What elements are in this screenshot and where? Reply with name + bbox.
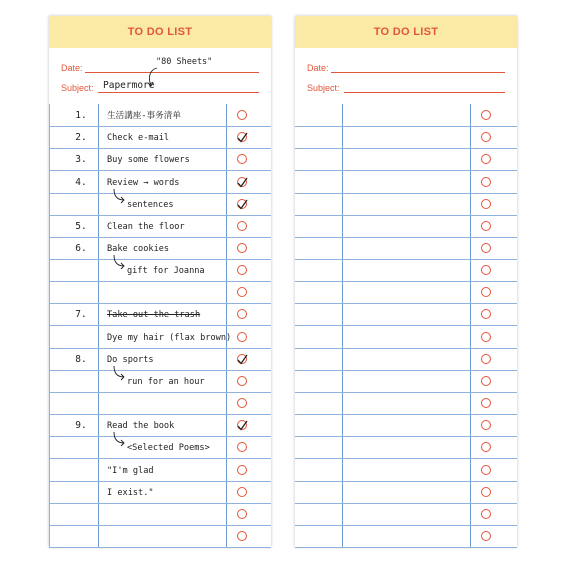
checkbox-circle-icon[interactable] [481, 177, 491, 187]
checkbox-circle-icon[interactable] [481, 509, 491, 519]
todo-sheet-blank [295, 16, 517, 547]
checkbox-circle-icon[interactable] [481, 199, 491, 209]
date-label: Date: [61, 63, 83, 73]
todo-sheet-filled [49, 16, 271, 547]
task-text[interactable]: Review → words [107, 177, 180, 188]
checkbox-circle-icon[interactable] [481, 420, 491, 430]
task-text[interactable]: gift for Joanna [127, 266, 205, 277]
table-row[interactable] [295, 104, 517, 127]
date-label: Date: [307, 63, 329, 73]
table-row[interactable] [295, 348, 517, 371]
checkbox-circle-icon[interactable] [481, 110, 491, 120]
checkbox-circle-icon[interactable] [481, 221, 491, 231]
table-row[interactable] [49, 259, 271, 282]
checkbox-circle-icon[interactable] [237, 442, 247, 452]
table-row[interactable] [295, 281, 517, 304]
table-row[interactable] [295, 370, 517, 393]
checkbox-circle-icon[interactable] [481, 487, 491, 497]
checkbox-circle-icon[interactable] [481, 154, 491, 164]
checkmark-icon [236, 177, 248, 189]
table-row[interactable] [295, 126, 517, 149]
checkbox-circle-icon[interactable] [237, 265, 247, 275]
checkbox-circle-icon[interactable] [237, 309, 247, 319]
checkbox-circle-icon[interactable] [481, 442, 491, 452]
task-number: 2. [75, 132, 87, 144]
task-number: 5. [75, 220, 87, 232]
task-text[interactable]: Do sports [107, 354, 154, 365]
checkmark-icon [236, 420, 248, 432]
continuation-arrow-icon [111, 188, 127, 204]
table-row[interactable] [295, 436, 517, 459]
task-grid [295, 104, 517, 547]
task-text[interactable]: I exist." [107, 487, 154, 498]
task-text[interactable]: <Selected Poems> [127, 443, 210, 454]
task-number: 1. [75, 110, 87, 122]
subject-line [344, 92, 505, 93]
table-row[interactable] [295, 303, 517, 326]
table-row[interactable] [295, 259, 517, 282]
table-row[interactable] [49, 126, 271, 149]
checkbox-circle-icon[interactable] [481, 354, 491, 364]
checkmark-icon [236, 354, 248, 366]
checkbox-circle-icon[interactable] [481, 531, 491, 541]
task-number: 4. [75, 176, 87, 188]
table-row[interactable] [295, 525, 517, 548]
checkbox-circle-icon[interactable] [481, 287, 491, 297]
continuation-arrow-icon [111, 431, 127, 447]
checkbox-circle-icon[interactable] [481, 243, 491, 253]
date-field[interactable] [307, 61, 505, 75]
table-row[interactable] [49, 281, 271, 304]
checkmark-icon [236, 132, 248, 144]
checkbox-circle-icon[interactable] [481, 132, 491, 142]
checkbox-circle-icon[interactable] [237, 332, 247, 342]
table-row[interactable] [49, 414, 271, 437]
task-number: 6. [75, 243, 87, 255]
task-text[interactable]: 生活講座-事务清单 [107, 111, 181, 122]
task-text[interactable]: Read the book [107, 421, 175, 432]
table-row[interactable] [49, 215, 271, 238]
table-row[interactable] [49, 436, 271, 459]
task-number: 9. [75, 420, 87, 432]
table-row[interactable] [295, 414, 517, 437]
table-row[interactable] [295, 503, 517, 526]
checkbox-circle-icon[interactable] [481, 309, 491, 319]
date-line [331, 72, 505, 73]
task-text[interactable]: Buy some flowers [107, 155, 190, 166]
table-row[interactable] [49, 525, 271, 548]
checkbox-circle-icon[interactable] [481, 376, 491, 386]
task-text[interactable]: run for an hour [127, 376, 205, 387]
table-row[interactable] [49, 170, 271, 193]
checkbox-circle-icon[interactable] [237, 221, 247, 231]
table-row[interactable] [295, 170, 517, 193]
date-line [85, 72, 259, 73]
checkbox-circle-icon[interactable] [237, 154, 247, 164]
checkbox-circle-icon[interactable] [237, 531, 247, 541]
task-text[interactable]: "I'm glad [107, 465, 154, 476]
checkbox-circle-icon[interactable] [237, 487, 247, 497]
task-text[interactable]: Bake cookies [107, 244, 170, 255]
subject-field[interactable] [61, 81, 259, 95]
subject-field[interactable] [307, 81, 505, 95]
table-row[interactable] [49, 503, 271, 526]
table-row[interactable] [295, 215, 517, 238]
task-text[interactable]: sentences [127, 199, 174, 210]
table-row[interactable] [49, 303, 271, 326]
sheet-title: TO DO LIST [295, 16, 517, 48]
table-row[interactable] [49, 104, 271, 127]
subject-line [98, 92, 259, 93]
table-row[interactable] [49, 481, 271, 504]
subject-label: Subject: [61, 83, 94, 93]
table-row[interactable] [295, 193, 517, 216]
table-row[interactable] [49, 148, 271, 171]
checkmark-icon [236, 199, 248, 211]
table-row[interactable] [295, 481, 517, 504]
task-text[interactable]: Dye my hair (flax brown) [107, 332, 232, 343]
checkbox-circle-icon[interactable] [237, 110, 247, 120]
table-row[interactable] [49, 370, 271, 393]
subject-label: Subject: [307, 83, 340, 93]
checkbox-circle-icon[interactable] [481, 398, 491, 408]
task-number: 8. [75, 353, 87, 365]
table-row[interactable] [295, 392, 517, 415]
checkbox-circle-icon[interactable] [481, 465, 491, 475]
task-text[interactable]: Clean the floor [107, 221, 185, 232]
table-row[interactable] [295, 458, 517, 481]
subject-value: Papermore [103, 80, 155, 91]
checkbox-circle-icon[interactable] [481, 265, 491, 275]
checkbox-circle-icon[interactable] [481, 332, 491, 342]
table-row[interactable] [49, 392, 271, 415]
task-grid [49, 104, 271, 547]
checkbox-circle-icon[interactable] [237, 243, 247, 253]
checkbox-circle-icon[interactable] [237, 376, 247, 386]
checkbox-circle-icon[interactable] [237, 465, 247, 475]
continuation-arrow-icon [111, 365, 127, 381]
date-annotation: "80 Sheets" [156, 57, 213, 67]
table-row[interactable] [49, 326, 271, 349]
task-number: 3. [75, 154, 87, 166]
task-number: 7. [75, 309, 87, 321]
table-row[interactable] [49, 458, 271, 481]
checkbox-circle-icon[interactable] [237, 287, 247, 297]
continuation-arrow-icon [111, 254, 127, 270]
task-text[interactable]: Take out the trash [107, 310, 201, 321]
table-row[interactable] [295, 326, 517, 349]
task-text[interactable]: Check e-mail [107, 133, 170, 144]
table-row[interactable] [295, 148, 517, 171]
table-row[interactable] [49, 237, 271, 260]
table-row[interactable] [49, 193, 271, 216]
table-row[interactable] [49, 348, 271, 371]
checkbox-circle-icon[interactable] [237, 398, 247, 408]
sheet-title: TO DO LIST [49, 16, 271, 48]
checkbox-circle-icon[interactable] [237, 509, 247, 519]
table-row[interactable] [295, 237, 517, 260]
